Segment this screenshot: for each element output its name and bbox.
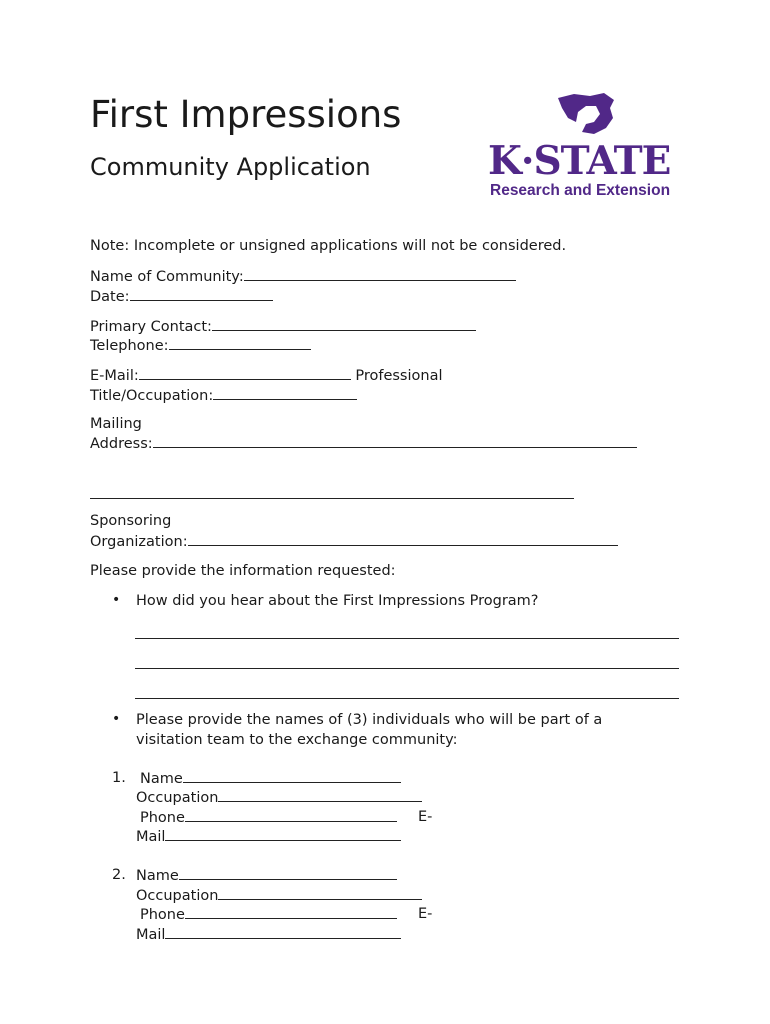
team-member-2-phone-field[interactable] — [185, 905, 397, 919]
team-member-2-number: 2. — [112, 867, 126, 883]
occupation-label: Occupation — [136, 888, 219, 904]
sponsoring-text: Sponsoring — [90, 513, 172, 529]
primary-contact-row — [90, 317, 476, 337]
team-member-1-name-row — [140, 769, 401, 789]
organization-field[interactable] — [188, 532, 618, 546]
bullet-icon: • — [112, 711, 121, 727]
team-member-1-mail-row — [136, 827, 401, 847]
title-occupation-field[interactable] — [213, 386, 357, 400]
mail-label: Mail — [136, 829, 166, 845]
wildcat-head-icon — [556, 92, 616, 136]
email-prefix: E- — [418, 906, 433, 922]
title-occupation-label: Title/Occupation: — [90, 388, 214, 404]
email-label: E-Mail: — [90, 368, 139, 384]
date-row — [90, 287, 273, 307]
community-row — [90, 267, 516, 287]
occupation-label: Occupation — [136, 790, 219, 806]
email-row — [90, 366, 443, 386]
team-member-1-mail-field[interactable] — [165, 827, 401, 841]
email-field[interactable] — [139, 366, 351, 380]
team-member-1-phone-row — [140, 808, 397, 828]
name-label: Name — [140, 771, 183, 787]
logo-tagline: Research and Extension — [490, 182, 671, 199]
team-member-2-phone-row — [140, 905, 397, 925]
answer-line-2[interactable] — [135, 668, 679, 669]
logo-wordmark: K·STATE — [488, 138, 671, 184]
team-member-1-occupation-field[interactable] — [218, 788, 422, 802]
bullet-icon: • — [112, 592, 121, 608]
address-label: Address: — [90, 436, 153, 452]
answer-line-3[interactable] — [135, 698, 679, 699]
organization-row — [90, 532, 618, 552]
team-member-2-name-row — [136, 866, 397, 886]
team-member-1-name-field[interactable] — [183, 769, 401, 783]
date-label: Date: — [90, 289, 130, 305]
mailing-text: Mailing — [90, 416, 142, 432]
question-2-line-1: Please provide the names of (3) individuals who will be part of a — [136, 712, 603, 728]
team-member-2-mail-row — [136, 925, 401, 945]
address-line-2[interactable] — [90, 498, 574, 499]
phone-label: Phone — [140, 907, 185, 923]
email-prefix: E- — [418, 809, 433, 825]
phone-label: Phone — [140, 810, 185, 826]
date-field[interactable] — [130, 287, 273, 301]
team-member-1-phone-field[interactable] — [185, 808, 397, 822]
telephone-row — [90, 336, 311, 356]
instructions-text: Please provide the information requested: — [90, 563, 396, 579]
note-text: Note: Incomplete or unsigned applications will not be considered. — [90, 238, 567, 254]
team-member-1-number: 1. — [112, 770, 126, 786]
team-member-2-occupation-field[interactable] — [218, 886, 422, 900]
telephone-label: Telephone: — [90, 338, 169, 354]
primary-contact-field[interactable] — [212, 317, 476, 331]
telephone-field[interactable] — [169, 336, 311, 350]
team-member-2-name-field[interactable] — [179, 866, 397, 880]
organization-label: Organization: — [90, 534, 188, 550]
professional-text: Professional — [355, 368, 443, 384]
title-occupation-row — [90, 386, 357, 406]
kstate-logo — [486, 90, 686, 205]
team-member-2-mail-field[interactable] — [165, 925, 401, 939]
address-field[interactable] — [153, 434, 637, 448]
community-label: Name of Community: — [90, 269, 244, 285]
community-field[interactable] — [244, 267, 516, 281]
question-1: How did you hear about the First Impressions Program? — [136, 593, 539, 609]
page-title: First Impressions — [90, 93, 402, 136]
team-member-2-occupation-row — [136, 886, 422, 906]
page-subtitle: Community Application — [90, 153, 371, 181]
address-row — [90, 434, 637, 454]
name-label: Name — [136, 868, 179, 884]
mail-label: Mail — [136, 927, 166, 943]
question-2-line-2: visitation team to the exchange community: — [136, 732, 458, 748]
primary-contact-label: Primary Contact: — [90, 319, 212, 335]
answer-line-1[interactable] — [135, 638, 679, 639]
team-member-1-occupation-row — [136, 788, 422, 808]
